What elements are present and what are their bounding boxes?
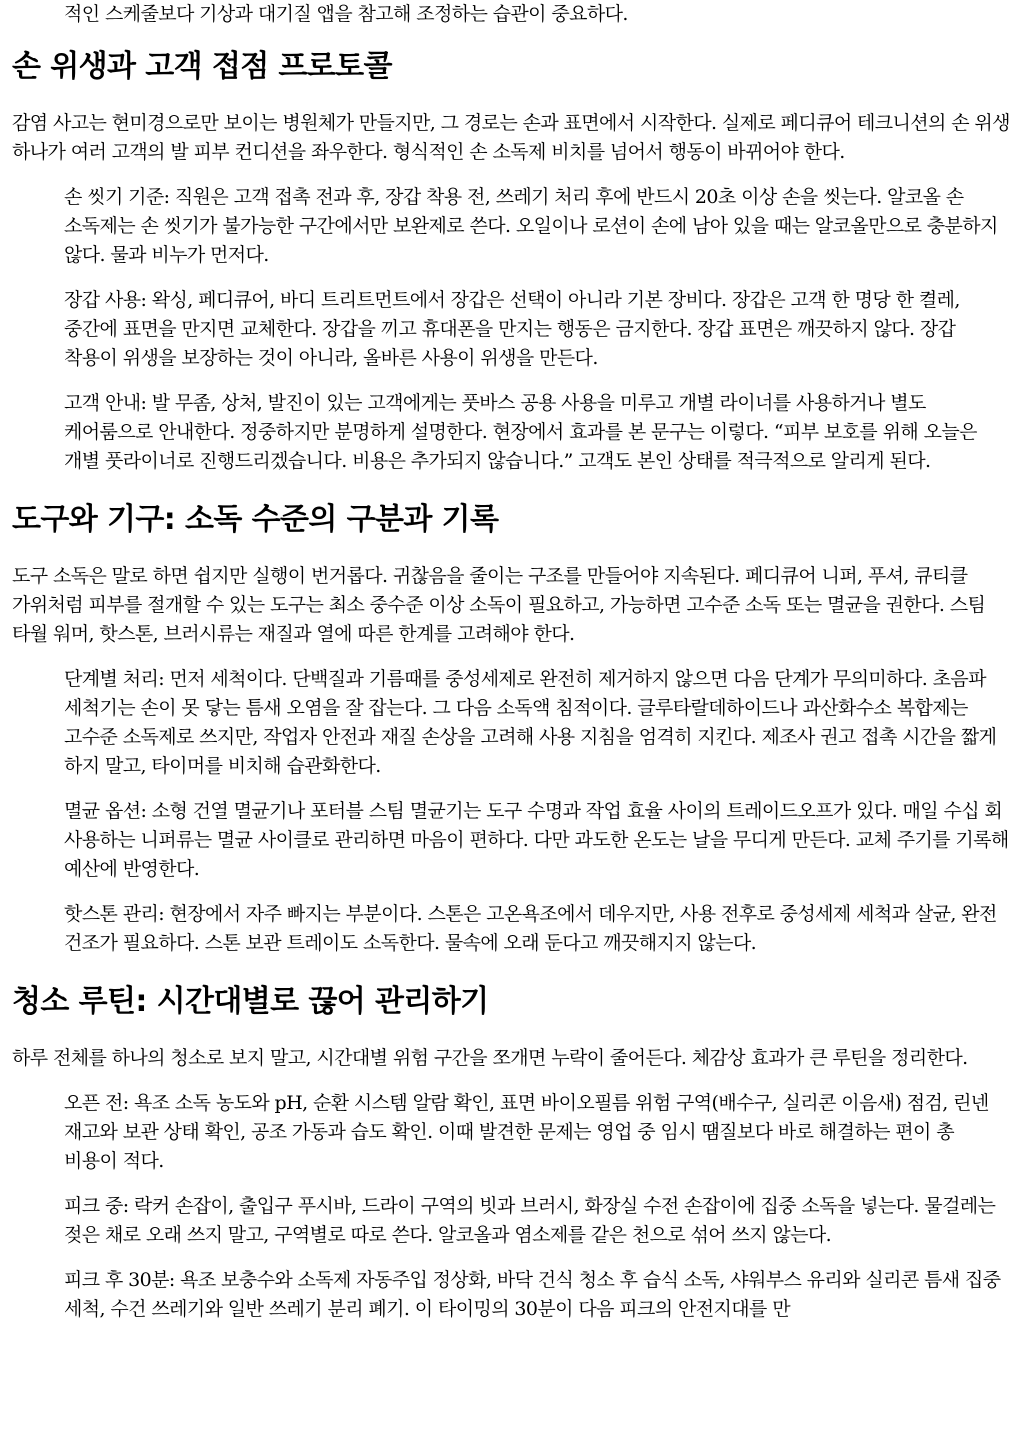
section-hand-hygiene [12,47,1012,476]
list-item: 핫스톤 관리: 현장에서 자주 빠지는 부분이다. 스톤은 고온욕조에서 데우지만, 사용 전후로 중성세제 세척과 살균, 완전 건조가 필요하다. 스톤 보관 트레이도 소독한다. 물속에 오래 둔다고 깨끗해지지 않는다. [64,903,997,954]
list-item: 오픈 전: 욕조 소독 농도와 pH, 순환 시스템 알람 확인, 표면 바이오필름 위험 구역(배수구, 실리콘 이음새) 점검, 린넨 재고와 보관 상태 확인, 공조 가동과 습도 확인. 이때 발견한 문제는 영업 중 임시 땜질보다 바로 해결하는 편이 총 비용이 적다. [64,1092,989,1172]
section-intro: 도구 소독은 말로 하면 쉽지만 실행이 번거롭다. 귀찮음을 줄이는 구조를 만들어야 지속된다. 페디큐어 니퍼, 푸셔, 큐티클 가위처럼 피부를 절개할 수 있는 도구는 최소 중수준 이상 소독이 필요하고, 가능하면 고수준 소독 또는 멸균을 권한다. 스팀 타월 워머, 핫스톤, 브러시류는 재질과 열에 따른 한계를 고려해야 한다. [12,565,986,645]
section-heading: 청소 루틴: 시간대별로 끊어 관리하기 [12,984,489,1019]
section-tool-disinfection [12,500,1012,958]
continued-paragraph: 적인 스케줄보다 기상과 대기질 앱을 참고해 조정하는 습관이 중요하다. [64,3,628,25]
section-heading: 손 위생과 고객 접점 프로토콜 [12,49,392,84]
list-item: 멸균 옵션: 소형 건열 멸균기나 포터블 스팀 멸균기는 도구 수명과 작업 효율 사이의 트레이드오프가 있다. 매일 수십 회 사용하는 니퍼류는 멸균 사이클로 관리하면 마음이 편하다. 다만 과도한 온도는 날을 무디게 만든다. 교체 주기를 기록해 예산에 반영한다. [64,800,1009,880]
section-intro: 하루 전체를 하나의 청소로 보지 말고, 시간대별 위험 구간을 쪼개면 누락이 줄어든다. 체감상 효과가 큰 루틴을 정리한다. [12,1047,968,1069]
list-item: 피크 중: 락커 손잡이, 출입구 푸시바, 드라이 구역의 빗과 브러시, 화장실 수전 손잡이에 집중 소독을 넣는다. 물걸레는 젖은 채로 오래 쓰지 말고, 구역별로 따로 쓴다. 알코올과 염소제를 같은 천으로 섞어 쓰지 않는다. [64,1195,996,1246]
section-intro: 감염 사고는 현미경으로만 보이는 병원체가 만들지만, 그 경로는 손과 표면에서 시작한다. 실제로 페디큐어 테크니션의 손 위생 하나가 여러 고객의 발 피부 컨디션을 좌우한다. 형식적인 손 소독제 비치를 넘어서 행동이 바뀌어야 한다. [12,112,1010,163]
list-item: 손 씻기 기준: 직원은 고객 접촉 전과 후, 장갑 착용 전, 쓰레기 처리 후에 반드시 20초 이상 손을 씻는다. 알코올 손 소독제는 손 씻기가 불가능한 구간에서만 보완제로 쓴다. 오일이나 로션이 손에 남아 있을 때는 알코올만으로 충분하지 않다. 물과 비누가 먼저다. [64,186,998,266]
list-item: 단계별 처리: 먼저 세척이다. 단백질과 기름때를 중성세제로 완전히 제거하지 않으면 다음 단계가 무의미하다. 초음파 세척기는 손이 못 닿는 틈새 오염을 잘 잡는다. 그 다음 소독액 침적이다. 글루타랄데하이드나 과산화수소 복합제는 고수준 소독제로 쓰지만, 작업자 안전과 재질 손상을 고려해 사용 지침을 엄격히 지킨다. 제조사 권고 접촉 시간을 짧게 하지 말고, 타이머를 비치해 습관화한다. [64,668,997,777]
list-item: 피크 후 30분: 욕조 보충수와 소독제 자동주입 정상화, 바닥 건식 청소 후 습식 소독, 샤워부스 유리와 실리콘 틈새 집중 세척, 수건 쓰레기와 일반 쓰레기 분리 폐기. 이 타이밍의 30분이 다음 피크의 안전지대를 만 [64,1269,1001,1320]
list-item: 장갑 사용: 왁싱, 페디큐어, 바디 트리트먼트에서 장갑은 선택이 아니라 기본 장비다. 장갑은 고객 한 명당 한 켤레, 중간에 표면을 만지면 교체한다. 장갑을 끼고 휴대폰을 만지는 행동은 금지한다. 장갑 표면은 깨끗하지 않다. 장갑 착용이 위생을 보장하는 것이 아니라, 올바른 사용이 위생을 만든다. [64,289,960,369]
section-cleaning-routine [12,982,1012,1324]
section-heading: 도구와 기구: 소독 수준의 구분과 기록 [12,502,499,537]
list-item: 고객 안내: 발 무좀, 상처, 발진이 있는 고객에게는 풋바스 공용 사용을 미루고 개별 라이너를 사용하거나 별도 케어룸으로 안내한다. 정중하지만 분명하게 설명한다. 현장에서 효과를 본 문구는 이렇다. “피부 보호를 위해 오늘은 개별 풋라이너로 진행드리겠습니다. 비용은 추가되지 않습니다.” 고객도 본인 상태를 적극적으로 알리게 된다. [64,392,977,472]
